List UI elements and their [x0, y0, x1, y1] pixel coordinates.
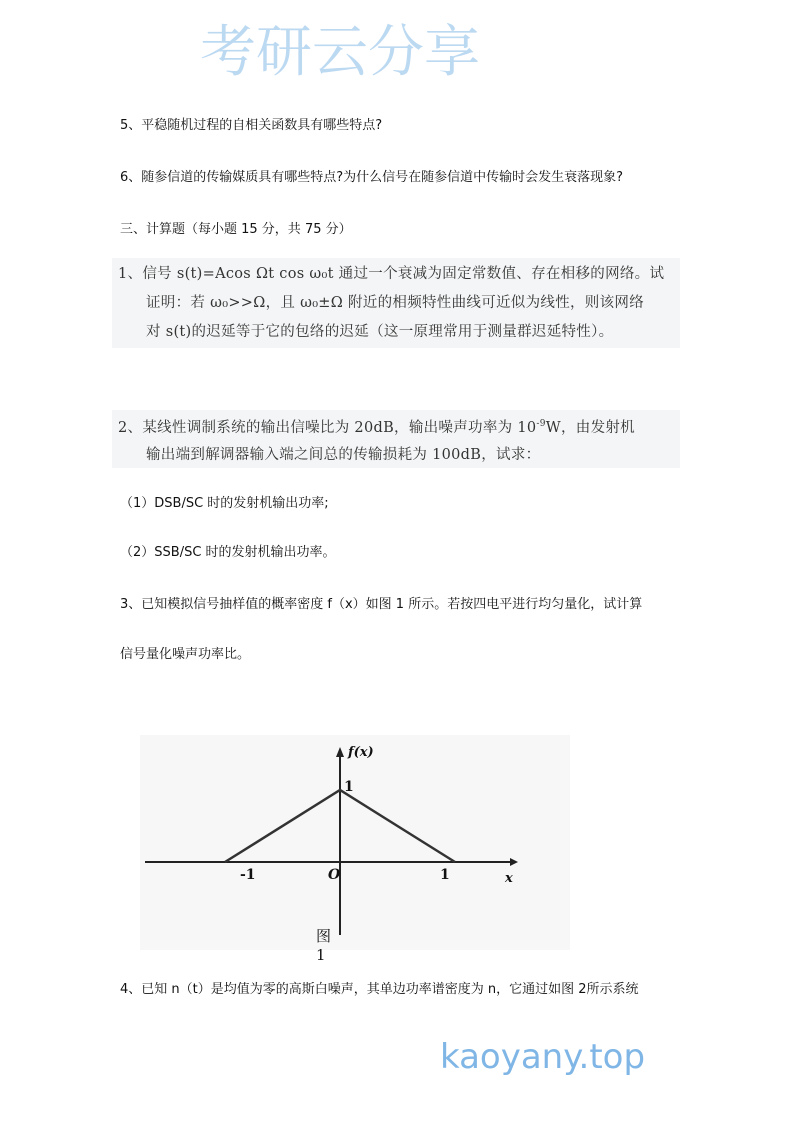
watermark-chinese: 考研云分享: [200, 20, 480, 85]
question-6: 6、随参信道的传输媒质具有哪些特点?为什么信号在随参信道中传输时会发生衰落现象?: [120, 170, 624, 185]
x-axis-arrow-icon: [510, 858, 518, 866]
q1-line-1: 1、信号 s(t)=Acos Ωt cos ω₀t 通过一个衰减为固定常数值、存在相移的网络。试: [118, 266, 665, 282]
q1-line-3: 对 s(t)的迟延等于它的包络的迟延（这一原理常用于测量群迟延特性）。: [146, 324, 614, 340]
q1-line-2: 证明：若 ω₀>>Ω，且 ω₀±Ω 附近的相频特性曲线可近似为线性，则该网络: [146, 295, 644, 311]
q2-sub-1: （1）DSB/SC 时的发射机输出功率;: [120, 496, 329, 511]
neg-one-label: -1: [240, 867, 256, 883]
question-4: 4、已知 n（t）是均值为零的高斯白噪声，其单边功率谱密度为 n，它通过如图 2所示系统: [120, 982, 639, 997]
figure-caption: 图 1: [316, 927, 332, 964]
question-5: 5、平稳随机过程的自相关函数具有哪些特点?: [120, 118, 383, 133]
section-title: 三、计算题（每小题 15 分，共 75 分）: [120, 222, 352, 237]
q3-line-2: 信号量化噪声功率比。: [120, 647, 251, 662]
y-axis-label: f(x): [348, 745, 374, 760]
q2-line-2: 输出端到解调器输入端之间总的传输损耗为 100dB，试求：: [146, 447, 541, 463]
q2-line-1-text: 2、某线性调制系统的输出信噪比为 20dB，输出噪声功率为 10: [118, 420, 537, 436]
x-axis-label: x: [505, 871, 513, 886]
watermark-url: kaoyany.top: [440, 1037, 646, 1077]
q2-sub-2: （2）SSB/SC 时的发射机输出功率。: [120, 545, 336, 560]
origin-label: O: [328, 867, 341, 883]
q3-line-1: 3、已知模拟信号抽样值的概率密度 f（x）如图 1 所示。若按四电平进行均匀量化，试计算: [120, 597, 643, 612]
q2-line-1: [118, 416, 635, 437]
q2-line-1-end: W，由发射机: [545, 420, 635, 436]
y-axis-arrow-icon: [336, 747, 344, 757]
peak-label: 1: [344, 779, 354, 795]
pos-one-label: 1: [440, 867, 450, 883]
q2-exponent: -9: [536, 419, 546, 430]
